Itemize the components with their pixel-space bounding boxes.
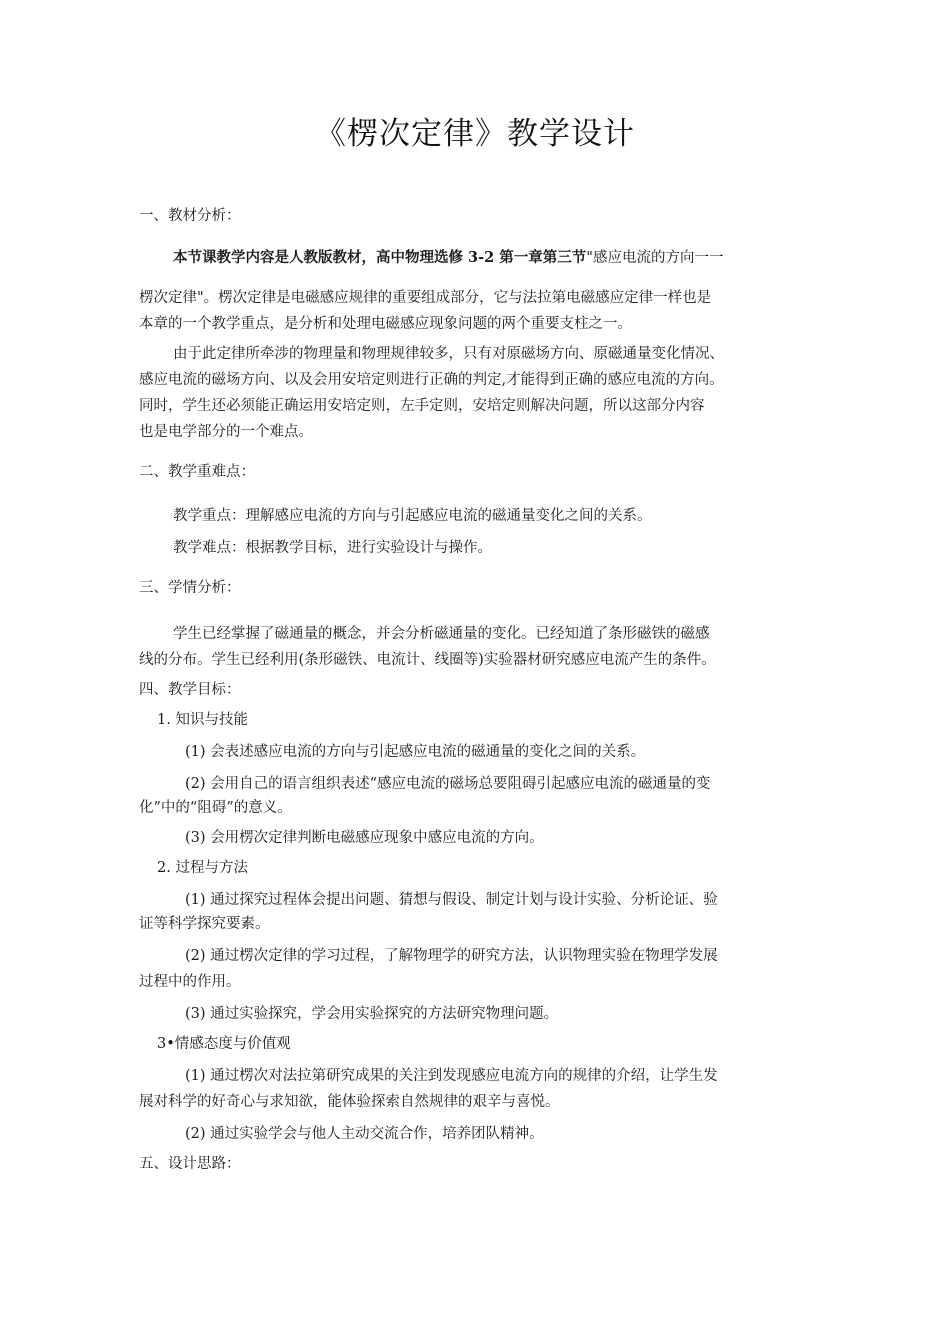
- bold-intro-text: 本节课教学内容是人教版教材，高中物理选修 3-2 第一章第三节: [173, 249, 587, 266]
- paragraph-line: 由于此定律所牵涉的物理量和物理规律较多，只有对原磁场方向、原磁通量变化情况、: [173, 346, 724, 362]
- objective-item: (1) 通过探究过程体会提出问题、猜想与假设、制定计划与设计实验、分析论证、验: [185, 892, 718, 908]
- objective-group-title: 1. 知识与技能: [157, 712, 248, 728]
- paragraph-line: 线的分布。学生已经利用(条形磁铁、电流计、线圈等)实验器材研究感应电流产生的条件。: [139, 652, 716, 668]
- objective-item: 过程中的作用。: [139, 974, 241, 990]
- section-heading-design-idea: 五、设计思路：: [139, 1156, 241, 1172]
- objective-item: (2) 通过实验学会与他人主动交流合作，培养团队精神。: [185, 1126, 544, 1142]
- objective-item: 化”中的“阻碍”的意义。: [139, 800, 292, 816]
- objective-item: (1) 会表述感应电流的方向与引起感应电流的磁通量的变化之间的关系。: [185, 744, 646, 760]
- difficult-point-text: 教学难点：根据教学目标，进行实验设计与操作。: [173, 540, 492, 556]
- objective-item: (2) 会用自己的语言组织表述“感应电流的磁场总要阻碍引起感应电流的磁通量的变: [185, 776, 711, 792]
- section-heading-textbook-analysis: 一、教材分析：: [139, 208, 241, 224]
- paragraph-line: 感应电流的磁场方向、以及会用安培定则进行正确的判定,才能得到正确的感应电流的方向。: [139, 372, 724, 388]
- objective-group-title: 2. 过程与方法: [157, 860, 248, 876]
- objective-group-title: 3•情感态度与价值观: [157, 1036, 291, 1052]
- document-title: 《楞次定律》教学设计: [315, 116, 635, 152]
- objective-item: (3) 通过实验探究，学会用实验探究的方法研究物理问题。: [185, 1006, 559, 1022]
- paragraph-line: 本章的一个教学重点，是分析和处理电磁感应现象问题的两个重要支柱之一。: [139, 316, 632, 332]
- section-heading-student-analysis: 三、学情分析：: [139, 580, 241, 596]
- objective-item: (3) 会用楞次定律判断电磁感应现象中感应电流的方向。: [185, 830, 544, 846]
- paragraph-line: 也是电学部分的一个难点。: [139, 424, 313, 440]
- section-heading-objectives: 四、教学目标：: [139, 682, 241, 698]
- paragraph-line: 同时，学生还必须能正确运用安培定则，左手定则，安培定则解决问题，所以这部分内容: [139, 398, 705, 414]
- key-point-text: 教学重点：理解感应电流的方向与引起感应电流的磁通量变化之间的关系。: [173, 508, 652, 524]
- paragraph-line: 楞次定律"。楞次定律是电磁感应规律的重要组成部分，它与法拉第电磁感应定律一样也是: [139, 290, 712, 306]
- objective-item: (2) 通过楞次定律的学习过程，了解物理学的研究方法，认识物理实验在物理学发展: [185, 948, 718, 964]
- intro-text-rest: "感应电流的方向一一: [586, 250, 724, 266]
- paragraph-line: [173, 248, 723, 268]
- paragraph-line: 学生已经掌握了磁通量的概念，并会分析磁通量的变化。已经知道了条形磁铁的磁感: [173, 626, 710, 642]
- objective-item: 展对科学的好奇心与求知欲，能体验探索自然规律的艰辛与喜悦。: [139, 1094, 560, 1110]
- objective-item: (1) 通过楞次对法拉第研究成果的关注到发现感应电流方向的规律的介绍，让学生发: [185, 1068, 718, 1084]
- section-heading-key-points: 二、教学重难点：: [139, 464, 255, 480]
- objective-item: 证等科学探究要素。: [139, 916, 270, 932]
